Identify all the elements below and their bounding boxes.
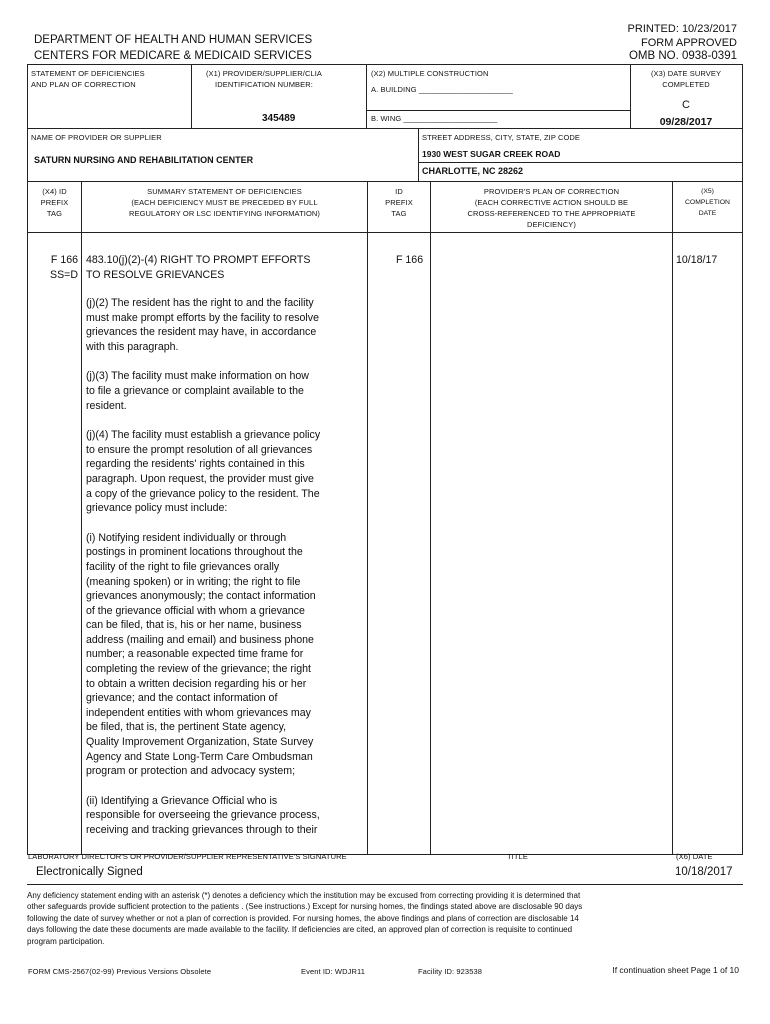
completion-date: 10/18/17 [676, 254, 718, 266]
provider-label: NAME OF PROVIDER OR SUPPLIER [31, 133, 162, 142]
provider-number: 345489 [262, 113, 296, 124]
form-number: FORM CMS-2567(02-99) Previous Versions Obsolete [28, 967, 212, 976]
deficiency-tag [28, 253, 78, 282]
title-label: TITLE [507, 852, 528, 861]
street-label: STREET ADDRESS, CITY, STATE, ZIP CODE [422, 133, 581, 142]
page-indicator: If continuation sheet Page 1 of 10 [612, 965, 739, 975]
paragraph-ii: (ii) Identifying a Grievance Official who is responsible for overseeing the grievance process, receiving and tracking grievances through to their [86, 794, 320, 836]
dept-line-2: CENTERS FOR MEDICARE & MEDICAID SERVICES [34, 50, 312, 62]
statement-label: STATEMENT OF DEFICIENCIES AND PLAN OF CORRECTION [31, 69, 145, 89]
x2-label: (X2) MULTIPLE CONSTRUCTION [371, 69, 489, 78]
paragraph-j2: (j)(2) The resident has the right to and the facility must make prompt efforts by the facility to resolve grievances the resident may have, in accordance with this paragraph. [86, 297, 319, 353]
provider-name: SATURN NURSING AND REHABILITATION CENTER [34, 155, 254, 165]
signature-date: 10/18/2017 [675, 866, 733, 878]
city-state-zip: CHARLOTTE, NC 28262 [422, 166, 524, 176]
tag-prefix: F 166 [50, 254, 78, 266]
id-prefix-tag: F 166 [396, 254, 424, 266]
printed-block [628, 23, 737, 64]
col-id-header: ID PREFIX TAG [385, 187, 413, 218]
survey-date: 09/28/2017 [659, 116, 713, 128]
event-id: Event ID: WDJR11 [301, 967, 365, 976]
col-x4-header: (X4) ID PREFIX TAG [40, 187, 69, 218]
paragraph-i: (i) Notifying resident individually or through postings in prominent locations throughout the facility of the right to file grievances orally (meaning spoken) or in writing; the right to file grievances anonymously; the contact information of the grievance official with whom a grievance can be filed, that is, his or her name, business address (mailing and email) and business phone number; a reasonable expected time frame for completing the review of the grievance; the right to obtain a written decision regarding his or her grievance; and the contact information of independent entities with whom grievances may be filed, that is, the pertinent State agency, Quality Improvement Organization, State Survey Agency and State Long-Term Care Ombudsman program or protection and advocacy system; [86, 531, 316, 778]
col-summary-header: SUMMARY STATEMENT OF DEFICIENCIES (EACH DEFICIENCY MUST BE PRECEDED BY FULL REGULATORY OR LSC IDENTIFYING INFORMATION) [128, 187, 321, 218]
x1-label: (X1) PROVIDER/SUPPLIER/CLIA IDENTIFICATION NUMBER: [205, 69, 323, 89]
signature-value: Electronically Signed [36, 866, 143, 878]
x3-label: (X3) DATE SURVEY COMPLETED [650, 69, 722, 89]
paragraph-j4: (j)(4) The facility must establish a grievance policy to ensure the prompt resolution of all grievances regarding the residents' rights contained in this paragraph. Upon request, the provider must give a copy of the grievance policy to the resident. The grievance policy must include: [86, 429, 321, 515]
omb-number: OMB NO. 0938-0391 [628, 50, 737, 62]
street-address: 1930 WEST SUGAR CREEK ROAD [422, 149, 561, 159]
printed-date: PRINTED: 10/23/2017 [627, 23, 737, 35]
deficiency-body [86, 296, 366, 853]
signature-label: LABORATORY DIRECTOR'S OR PROVIDER/SUPPLIER REPRESENTATIVE'S SIGNATURE [28, 852, 347, 861]
col-x5-header: (X5) COMPLETION DATE [685, 188, 730, 217]
department-title [34, 32, 312, 64]
form-approved: FORM APPROVED [641, 36, 737, 49]
building-line: A. BUILDING ______________________ [371, 85, 513, 94]
paragraph-j3: (j)(3) The facility must make information on how to file a grievance or complaint available to the resident. [86, 370, 309, 412]
deficiency-title: 483.10(j)(2)-(4) RIGHT TO PROMPT EFFORTS TO RESOLVE GRIEVANCES [86, 254, 311, 281]
scope-severity: SS=D [50, 268, 78, 281]
facility-id: Facility ID: 923538 [418, 967, 483, 976]
date-label: (X6) DATE [676, 852, 713, 861]
survey-code: C [682, 99, 690, 111]
dept-line-1: DEPARTMENT OF HEALTH AND HUMAN SERVICES [34, 34, 313, 46]
disclaimer: Any deficiency statement ending with an asterisk (*) denotes a deficiency which the institution may be excused from correcting providing it is determined that other safeguards provide sufficient protection to the patients . (See instructions.) Except for nursing homes, the findings stated above are disclosable 90 days following the date of survey whether or not a plan of correction is provided. For nursing homes, the above findings and plans of correction are disclosable 14 days following the date these documents are made available to the facility. If deficiencies are cited, an approved plan of correction is requisite to continued program participation. [27, 891, 583, 946]
wing-line: B. WING ______________________ [371, 114, 498, 123]
col-plan-header: PROVIDER'S PLAN OF CORRECTION (EACH CORRECTIVE ACTION SHOULD BE CROSS-REFERENCED TO THE APPROPRIATE DEFICIENCY) [467, 187, 636, 229]
